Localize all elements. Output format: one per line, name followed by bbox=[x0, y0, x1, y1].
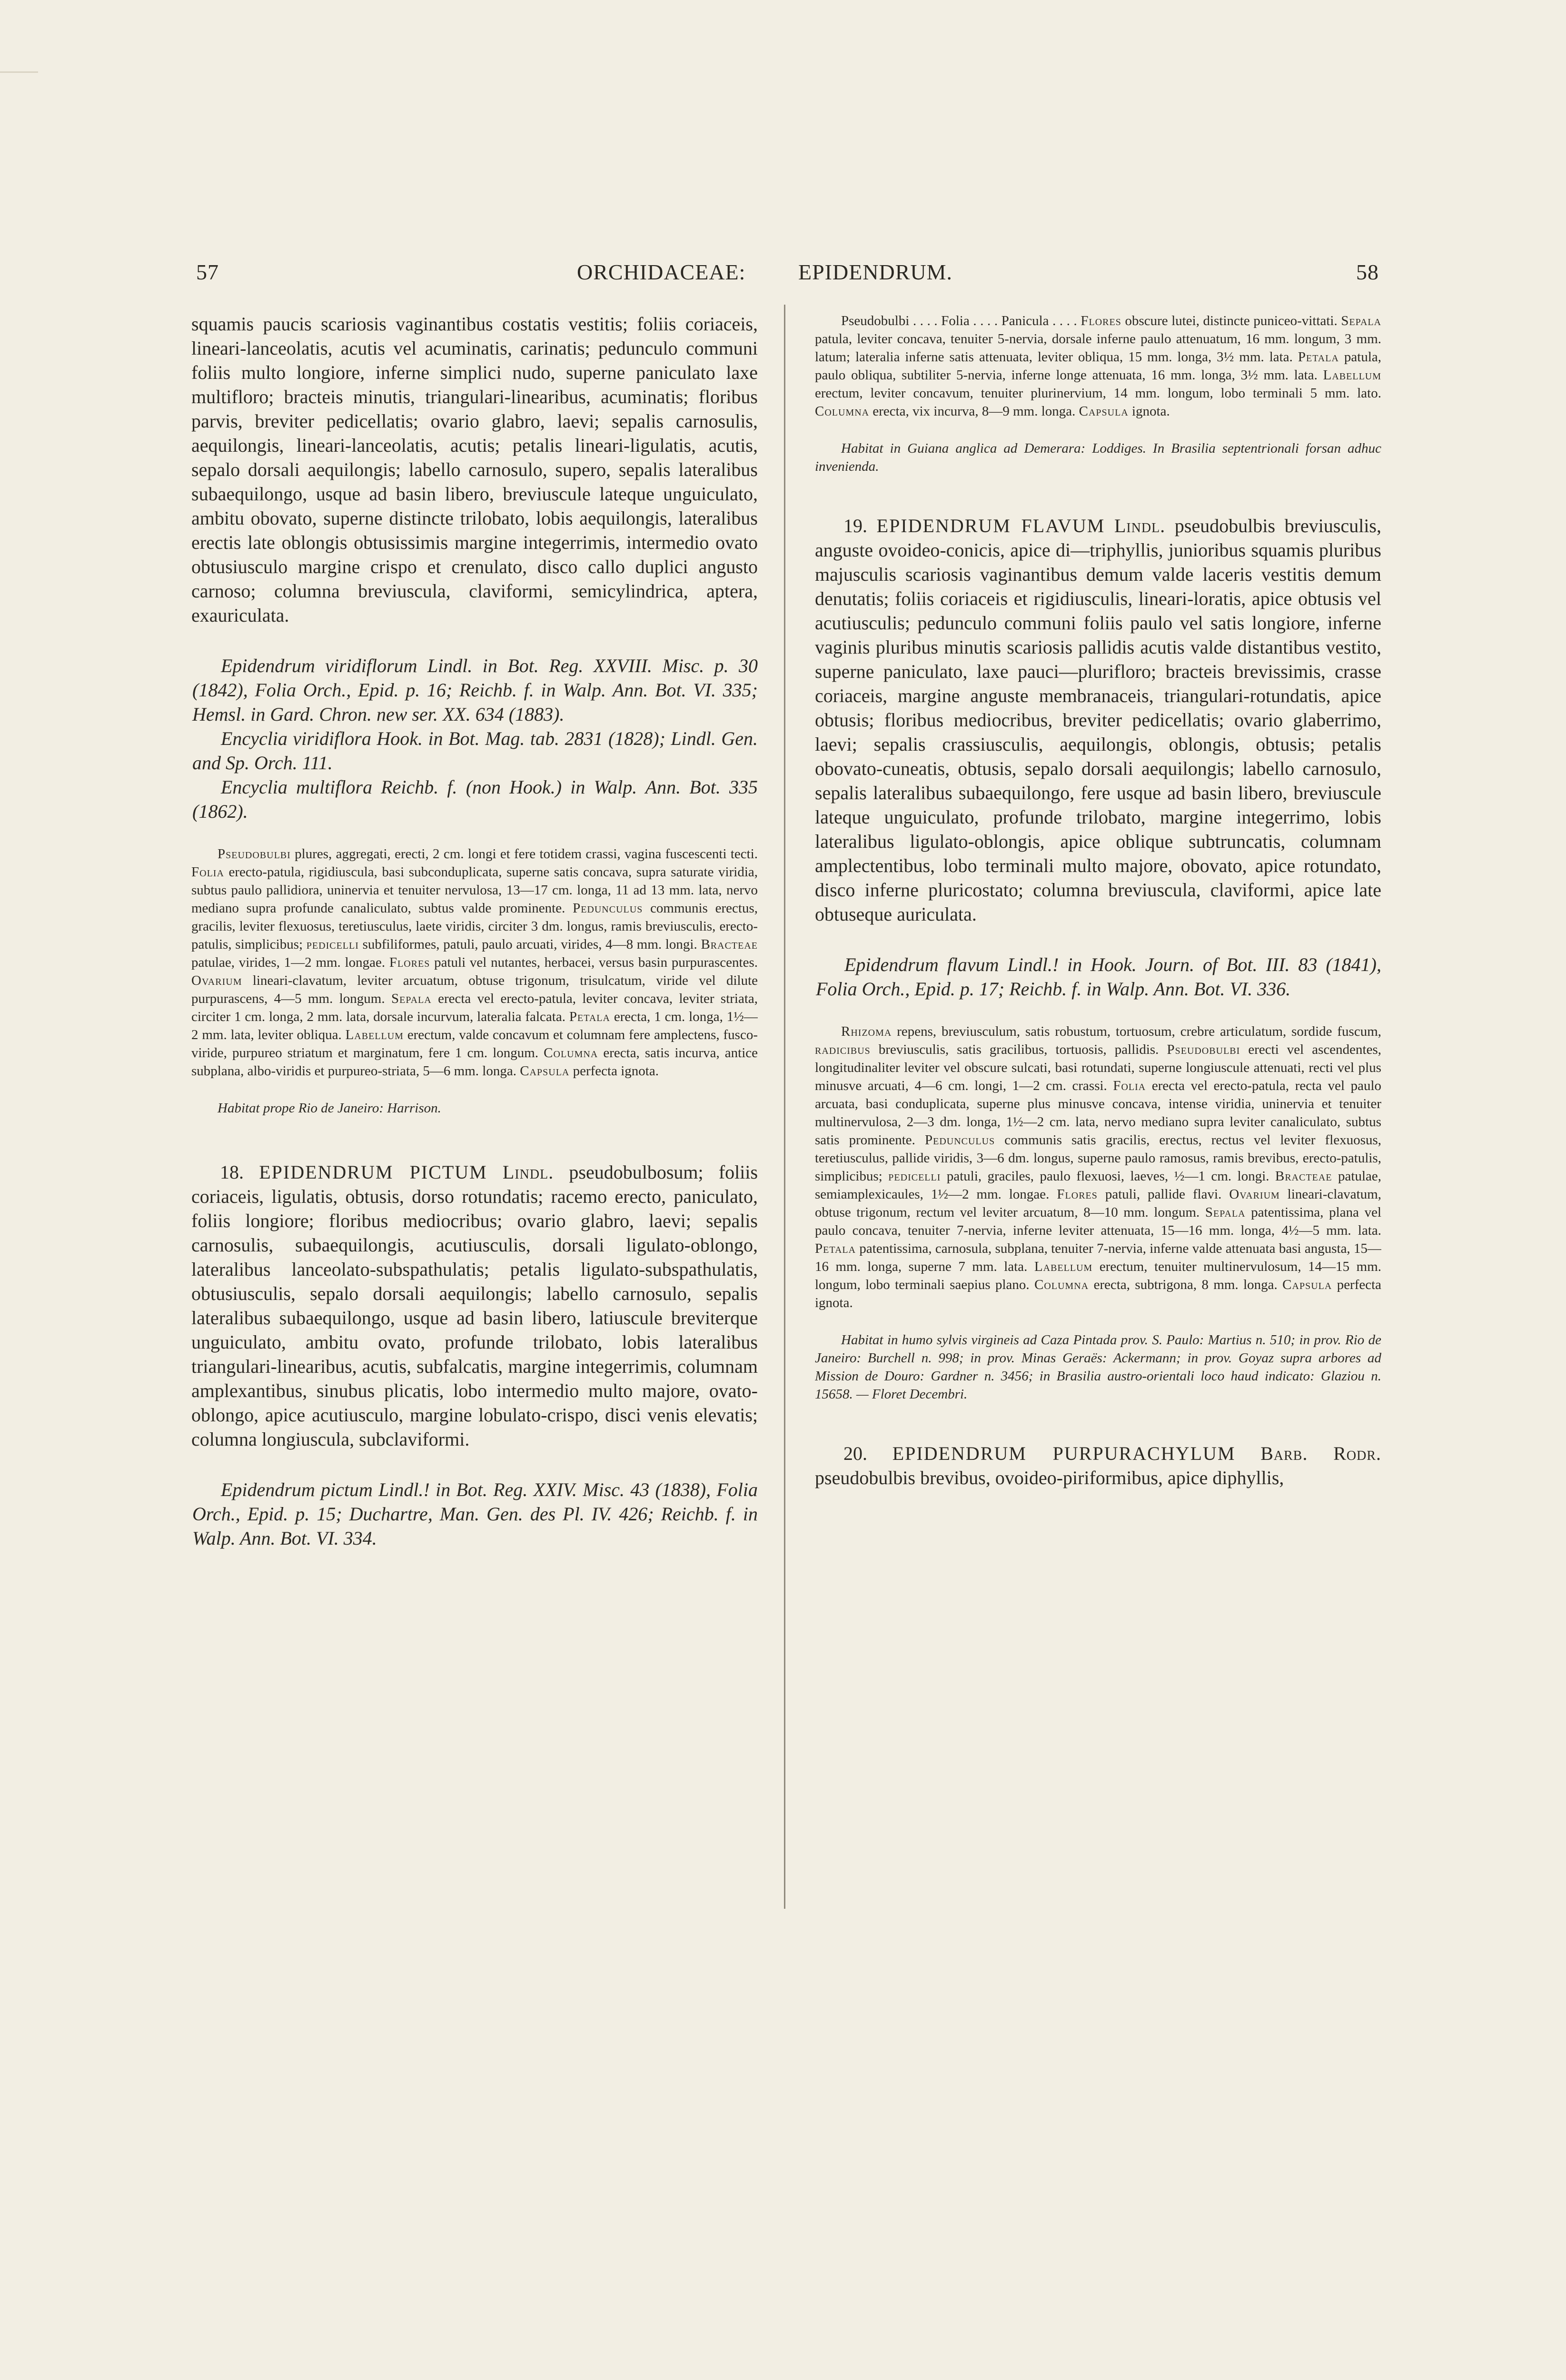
term-label: Columna bbox=[544, 1045, 598, 1061]
term-label: Sepala bbox=[1205, 1205, 1246, 1220]
species-19-description bbox=[815, 1022, 1381, 1312]
habitat-note: Habitat prope Rio de Janeiro: Harrison. bbox=[218, 1101, 441, 1116]
term-text: patuli vel nutantes, herbacei, versus basin purpurascentes. bbox=[434, 955, 758, 970]
term-label: Capsula bbox=[520, 1063, 570, 1079]
citation-line: Encyclia multiflora Reichb. f. (non Hook.) in Walp. Ann. Bot. 335 (1862). bbox=[192, 776, 758, 822]
term-label: Petala bbox=[1298, 349, 1339, 365]
species-20-diagnosis bbox=[815, 1441, 1381, 1490]
species-19-citation bbox=[815, 952, 1381, 1001]
term-label: Rhizoma bbox=[841, 1024, 892, 1039]
species-author: Barb. Rodr. bbox=[1260, 1443, 1381, 1464]
term-label: Labellum bbox=[1034, 1259, 1093, 1274]
species-name: EPIDENDRUM PURPURACHYLUM bbox=[892, 1443, 1236, 1464]
term-text: patulae, semiamplexicaules, 1½—2 mm. longae. bbox=[815, 1169, 1381, 1202]
term-text: lineari-clavatum, leviter arcuatum, obtuse trigonum, trisulcatum, viride vel dilute purpurascens, 4—5 mm. longum. bbox=[191, 973, 758, 1006]
detailed-description bbox=[191, 845, 758, 1080]
term-text: repens, breviusculum, satis robustum, tortuosum, crebre articulatum, sordide fuscum, bbox=[897, 1024, 1381, 1039]
term-text: patuli, pallide flavi. bbox=[1105, 1187, 1222, 1202]
species-author: Lindl. bbox=[502, 1161, 554, 1183]
term-label: Pedunculus bbox=[924, 1132, 995, 1148]
term-text: communis satis gracilis, erectus, rectus vel leviter flexuosus, teretiusculus, pallide viridis, 3—6 dm. longus, superne paulo ramosus, ramis brevibus, erecto-patulis, simplicibus; bbox=[815, 1132, 1381, 1184]
synonym-citations bbox=[191, 654, 758, 823]
term-text: erecta vel erecto-patula, leviter concava, leviter striata, circiter 1 cm. longa, 2 mm. lata, dorsale incurvum, lateralia falcata. bbox=[191, 991, 758, 1024]
term-text: Panicula . . . . bbox=[1001, 313, 1077, 328]
term-text: patentissima, carnosula, subplana, tenuiter 7-nervia, inferne valde attenuata basi angusta, 15—16 mm. longa, superne 7 mm. lata. bbox=[815, 1241, 1381, 1274]
header-genus: EPIDENDRUM. bbox=[798, 260, 953, 284]
term-text: patuli, graciles, paulo flexuosi, laeves, ½—1 cm. longi. bbox=[946, 1169, 1269, 1184]
species-number: 19. bbox=[843, 515, 867, 536]
term-label: Flores bbox=[1080, 313, 1121, 328]
term-label: Pseudobulbi bbox=[218, 846, 291, 862]
term-text: erecta, satis incurva, antice subplana, albo-viridis et purpureo-striata, 5—6 mm. longa. bbox=[191, 1045, 758, 1079]
continued-diagnosis: squamis paucis scariosis vaginantibus costatis vestitis; foliis coriaceis, lineari-lanceolatis, acutis vel acuminatis, carinatis; pedunculo communi foliis multo longiore, inferne simplici nudo, superne paniculato laxe multifloro; bracteis minutis, triangulari-linearibus, acuminatis; floribus parvis, breviter pedicellatis; ovario glabro, laevi; sepalis carnosulis, aequilongis, lineari-lanceolatis, acutis; petalis lineari-ligulatis, acutis, sepalo dorsali aequilongis; labello carnosulo, supero, sepalis lateralibus subaequilongo, usque ad basin libero, breviuscule lateque unguiculato, ambitu obovato, superne distincte trilobato, lobis aequilongis, lateralibus erectis late oblongis obtusissimis margine integerrimis, intermedio ovato obtusiusculo margine crispo et crenulato, disco callo duplici angusto carnoso; columna breviuscula, claviformi, semicylindrica, aptera, exauriculata. bbox=[191, 313, 758, 626]
term-label: pedicelli bbox=[306, 937, 359, 952]
term-text: communis erectus, gracilis, leviter flexuosus, teretiusculus, laete viridis, circiter 3 dm. longus, ramis breviusculis, erecto-patulis, simplicibus; bbox=[191, 901, 758, 952]
species-diagnosis-text: pseudobulbis breviusculis, anguste ovoideo-conicis, apice di—triphyllis, junioribus squamis pluribus majusculis scariosis vaginantibus demum valde laceris vestitis demum denutatis; foliis coriaceis et rigidiusculis, lineari-loratis, apice obtusis vel acutiusculis; pedunculo communi foliis paulo vel satis longiore, inferne vaginis pluribus minutis scariosis pallidis acutis valde distantibus vestito, superne paniculato, laxe pauci—plurifloro; bracteis brevissimis, crasse coriaceis, margine anguste membranaceis, triangulari-rotundatis, apice obtusis; floribus mediocribus, breviter pedicellatis; ovario glaberrimo, laevi; sepalis crassiusculis, aequilongis, oblongis, obtusis; petalis obovato-cuneatis, obtusis, sepalo dorsali aequilongis; labello carnosulo, sepalis lateralibus subaequilongo, fere usque ad basin libero, breviuscule lateque unguiculato, profunde trilobato, margine integerrimo, lobis lateralibus ligulato-oblongis, apice oblique subtruncatis, columnam amplectentibus, lobo terminali multo majore, obovato, apice rotundato, disco inferne pluricostato; columna breviuscula, claviformi, apice late obtuseque auriculata. bbox=[815, 515, 1381, 925]
term-label: Capsula bbox=[1282, 1277, 1332, 1292]
term-text: erecti vel ascendentes, longitudinaliter leviter vel obscure sulcati, basi rotundati, superne longiuscule attenuati, recti vel plus minusve arcuati, 4—6 cm. longi, 1—2 cm. crassi. bbox=[815, 1042, 1381, 1093]
term-text: Pseudobulbi . . . . bbox=[841, 313, 938, 328]
term-label: radicibus bbox=[815, 1042, 871, 1057]
term-label: Flores bbox=[389, 955, 430, 970]
term-text: perfecta ignota. bbox=[815, 1277, 1381, 1310]
term-label: Columna bbox=[1034, 1277, 1089, 1292]
term-text: erectum, tenuiter multinervulosum, 14—15 mm. longum, lobo terminali saepius plano. bbox=[815, 1259, 1381, 1292]
term-text: erectum, leviter concavum, tenuiter plurinervium, 14 mm. longum, lobo terminali 5 mm. lato. bbox=[815, 386, 1381, 401]
term-text: erecto-patula, rigidiuscula, basi subconduplicata, superne satis concava, supra saturate viridia, subtus paulo pallidiora, uninervia et tenuiter nervulosa, 13—17 cm. longa, 11 ad 13 mm. lata, nervo mediano supra profunde canaliculato, subtus valde prominente. bbox=[191, 864, 758, 916]
term-text: erecta, 1 cm. longa, 1½—2 mm. lata, leviter obliqua. bbox=[191, 1009, 758, 1042]
term-label: Ovarium bbox=[191, 973, 242, 988]
term-label: Pedunculus bbox=[573, 901, 643, 916]
term-text: patulae, virides, 1—2 mm. longae. bbox=[191, 955, 386, 970]
term-text: erectum, valde concavum et columnam fere amplectens, fusco-viride, purpureo striatum et marginatum, fere 1 cm. longum. bbox=[191, 1027, 758, 1061]
term-text: erecta, vix incurva, 8—9 mm. longa. bbox=[872, 404, 1076, 419]
citation-line: Epidendrum flavum Lindl.! in Hook. Journ. of Bot. III. 83 (1841), Folia Orch., Epid. p. 17; Reichb. f. in Walp. Ann. Bot. VI. 336. bbox=[816, 954, 1381, 1000]
term-text: lineari-clavatum, obtuse trigonum, rectum vel leviter arcuatum, 8—10 mm. longum. bbox=[815, 1187, 1381, 1220]
term-label: Folia bbox=[191, 864, 224, 880]
term-label: Petala bbox=[815, 1241, 856, 1256]
term-label: Sepala bbox=[391, 991, 432, 1006]
term-label: Pseudobulbi bbox=[1167, 1042, 1240, 1057]
term-text: patentissima, plana vel paulo concava, tenuiter 7-nervia, inferne leviter attenuata, 15—16 mm. longa, 4½—5 mm. lata. bbox=[815, 1205, 1381, 1238]
species-18-citation bbox=[191, 1478, 758, 1550]
term-label: Bracteae bbox=[1275, 1169, 1332, 1184]
species-name: EPIDENDRUM FLAVUM bbox=[876, 515, 1105, 536]
citation-line: Epidendrum pictum Lindl.! in Bot. Reg. XXIV. Misc. 43 (1838), Folia Orch., Epid. p. 15; Duchartre, Man. Gen. des Pl. IV. 426; Reichb. f. in Walp. Ann. Bot. VI. 334. bbox=[192, 1479, 758, 1549]
page-number-left: 57 bbox=[196, 260, 219, 284]
term-text: erecta vel erecto-patula, recta vel paulo arcuata, basi conduplicata, superne plus minusve concava, intense viridia, uninervia et tenuiter multinervulosa, 2—3 dm. longa, 1½—2 cm. lata, nervo mediano supra leviter canaliculato, subtus satis prominente. bbox=[815, 1078, 1381, 1148]
term-text: perfecta ignota. bbox=[573, 1063, 659, 1079]
species-diagnosis-text: pseudobulbis brevibus, ovoideo-piriformibus, apice diphyllis, bbox=[815, 1467, 1284, 1488]
term-text: patula, leviter concava, tenuiter 5-nervia, dorsale inferne paulo attenuatum, 16 mm. longum, 3 mm. latum; lateralia inferne satis attenuata, leviter obliqua, 15 mm. longa, 3½ mm. lata. bbox=[815, 331, 1381, 365]
species-number: 20. bbox=[843, 1443, 867, 1464]
term-label: Petala bbox=[569, 1009, 610, 1024]
term-label: pedicelli bbox=[888, 1169, 941, 1184]
species-diagnosis-text: pseudobulbosum; foliis coriaceis, ligulatis, obtusis, dorso rotundatis; racemo erecto, paniculato, foliis longiore; floribus mediocribus; ovario glabro, laevi; sepalis carnosulis, subaequilongis, acutiusculis, dorsali ligulato-oblongo, lateralibus lanceolato-subspathulatis; petalis ligulato-subspathulatis, obtusiusculis, sepalo dorsali aequilongis; labello carnosulo, sepalis lateralibus subaequilongo, usque ad basin libero, latiuscule breviterque unguiculato, ambitu ovato, profunde trilobato, lobis lateralibus triangulari-linearibus, acutis, subfalcatis, margine integerrimis, columnam amplexantibus, sinubus plicatis, lobo intermedio multo majore, ovato-oblongo, apice acutiusculo, margine lobulato-crispo, disci venis elevatis; columna longiuscula, subclaviformi. bbox=[191, 1161, 758, 1450]
page-number-right: 58 bbox=[1356, 260, 1379, 284]
term-text: plures, aggregati, erecti, 2 cm. longi et fere totidem crassi, vagina fuscescenti tecti. bbox=[295, 846, 758, 862]
species-author: Lindl. bbox=[1114, 515, 1166, 536]
term-label: Labellum bbox=[1323, 367, 1381, 383]
citation-line: Encyclia viridiflora Hook. in Bot. Mag. tab. 2831 (1828); Lindl. Gen. and Sp. Orch. 111. bbox=[192, 728, 758, 774]
term-text: obscure lutei, distincte puniceo-vittati. bbox=[1125, 313, 1338, 328]
running-header bbox=[196, 259, 1379, 298]
page-edge-mark bbox=[0, 71, 38, 73]
term-text: patula, paulo obliqua, subtiliter 5-nervia, inferne longe attenuata, 16 mm. longa, 3½ mm. lata. bbox=[815, 349, 1381, 383]
term-text: ignota. bbox=[1132, 404, 1170, 419]
term-text: Folia . . . . bbox=[941, 313, 998, 328]
species-17-tail-description bbox=[815, 312, 1381, 420]
term-label: Flores bbox=[1057, 1187, 1098, 1202]
term-label: Bracteae bbox=[701, 937, 758, 952]
term-label: Capsula bbox=[1079, 404, 1129, 419]
left-column bbox=[191, 312, 758, 2287]
species-19-diagnosis bbox=[815, 514, 1381, 926]
term-label: Sepala bbox=[1341, 313, 1381, 328]
term-label: Ovarium bbox=[1229, 1187, 1280, 1202]
species-number: 18. bbox=[220, 1161, 244, 1183]
header-family: ORCHIDACEAE: bbox=[577, 260, 746, 284]
term-text: breviusculis, satis gracilibus, tortuosis, pallidis. bbox=[878, 1042, 1159, 1057]
right-column bbox=[815, 312, 1381, 2287]
species-name: EPIDENDRUM PICTUM bbox=[259, 1161, 487, 1183]
term-label: Columna bbox=[815, 404, 870, 419]
species-18-diagnosis bbox=[191, 1160, 758, 1451]
habitat-note: Habitat in Guiana anglica ad Demerara: Loddiges. In Brasilia septentrionali forsan adhuc invenienda. bbox=[815, 441, 1381, 474]
term-text: erecta, subtrigona, 8 mm. longa. bbox=[1093, 1277, 1278, 1292]
column-divider bbox=[784, 305, 785, 1909]
species-19-habitat: Habitat in humo sylvis virgineis ad Caza Pintada prov. S. Paulo: Martius n. 510; in prov. Rio de Janeiro: Burchell n. 998; in prov. Minas Geraës: Ackermann; in prov. Goyaz supra arbores ad Mission de Douro: Gardner n. 3456; in Brasilia austro-orientali loco haud indicato: Glaziou n. 15658. — Floret Decembri. bbox=[815, 1332, 1381, 1402]
term-label: Labellum bbox=[345, 1027, 404, 1042]
citation-line: Epidendrum viridiflorum Lindl. in Bot. Reg. XXVIII. Misc. p. 30 (1842), Folia Orch., Epid. p. 16; Reichb. f. in Walp. Ann. Bot. VI. 335; Hemsl. in Gard. Chron. new ser. XX. 634 (1883). bbox=[192, 655, 758, 725]
term-text: subfiliformes, patuli, paulo arcuati, virides, 4—8 mm. longi. bbox=[362, 937, 697, 952]
term-label: Folia bbox=[1113, 1078, 1146, 1093]
